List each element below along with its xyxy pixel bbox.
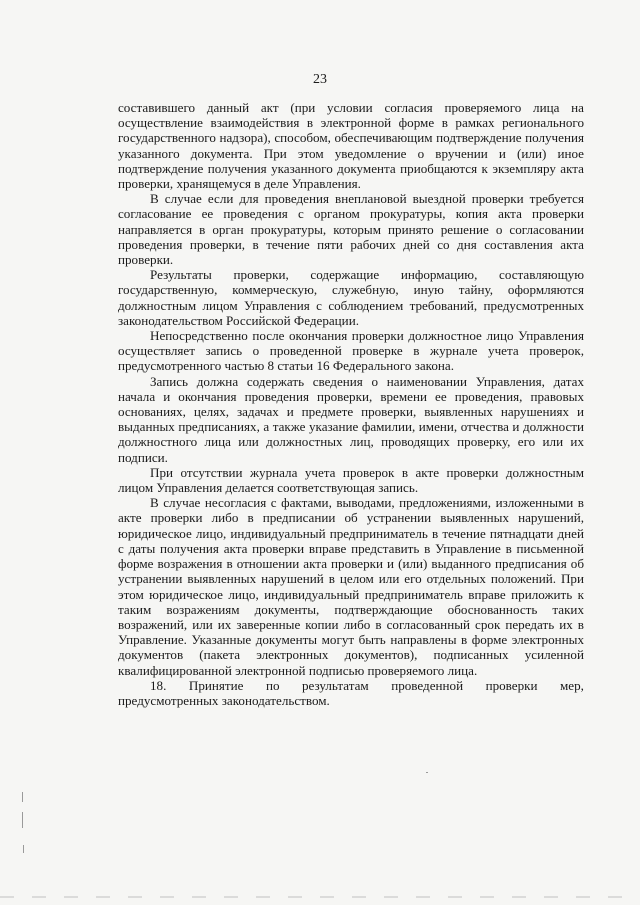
clause-18-heading xyxy=(118,678,584,693)
scan-artifact xyxy=(22,812,23,828)
scan-edge-noise xyxy=(0,896,640,898)
paragraph-prosecutor-copy: В случае если для проведения внеплановой выездной проверки требуется согласование ее проведения с органом прокуратуры, копия акта проверки направляется в орган прокуратуры, которым принято решение о согласовании проведения проверки, в течение пяти рабочих дней со дня составления акта проверки. xyxy=(118,191,584,268)
clause-18-word: 18. xyxy=(150,677,167,693)
clause-18-word: результатам xyxy=(301,677,369,693)
clause-18-continuation: предусмотренных законодательством. xyxy=(118,692,330,708)
paragraph-act-delivery: составившего данный акт (при условии согласия проверяемого лица на осуществление взаимодействия в электронной форме в рамках регионального государственного надзора), способом, обеспечивающим подтверждение получения указанного документа. При этом уведомление о вручении и (или) иное подтверждение получения указанного документа приобщаются к экземпляру акта проверки, хранящемуся в деле Управления. xyxy=(118,100,584,192)
paragraph-secret-results: Результаты проверки, содержащие информацию, составляющую государственную, коммерческую, служебную, иную тайну, оформляются должностным лицом Управления с соблюдением требований, предусмотренных законодательством Российской Федерации. xyxy=(118,267,584,328)
page-number: 23 xyxy=(313,72,327,87)
clause-18-word: Принятие xyxy=(188,677,244,693)
paragraph-journal-entry: Непосредственно после окончания проверки должностное лицо Управления осуществляет запись о проведенной проверке в журнале учета проверок, предусмотренного частью 8 статьи 16 Федерального закона. xyxy=(118,328,584,374)
clause-18-word: проверки xyxy=(485,677,538,693)
scan-artifact xyxy=(23,845,24,853)
paragraph-no-journal: При отсутствии журнала учета проверок в акте проверки должностным лицом Управления делается соответствующая запись. xyxy=(118,464,584,496)
clause-18-word: проведенной xyxy=(391,677,464,693)
scan-artifact xyxy=(426,772,428,773)
paragraph-entry-contents: Запись должна содержать сведения о наименовании Управления, датах начала и окончания проведения проверки, времени ее проведения, правовых основаниях, целях, задачах и предмете проверки, выявленных нарушениях и выданных предписаниях, а также указание фамилии, имени, отчества и должности должностного лица или должностных лиц, проводящих проверку, его или их подписи. xyxy=(118,373,584,465)
body-text xyxy=(118,100,584,708)
clause-18-word: мер, xyxy=(560,677,584,693)
scan-artifact xyxy=(22,792,23,802)
clause-18-word: по xyxy=(265,677,280,693)
paragraph-objections: В случае несогласия с фактами, выводами, предложениями, изложенными в акте проверки либо в предписании об устранении выявленных нарушений, юридическое лицо, индивидуальный предприниматель в течение пятнадцати дней с даты получения акта проверки вправе представить в Управление в письменной форме возражения в отношении акта проверки и (или) выданного предписания об устранении выявленных нарушений в целом или его отдельных положений. При этом юридическое лицо, индивидуальный предприниматель вправе приложить к таким возражениям документы, подтверждающие обоснованность таких возражений, или их заверенные копии либо в согласованный срок передать их в Управление. Указанные документы могут быть направлены в форме электронных документов (пакета электронных документов), подписанных усиленной квалифицированной электронной подписью проверяемого лица. xyxy=(118,495,584,678)
